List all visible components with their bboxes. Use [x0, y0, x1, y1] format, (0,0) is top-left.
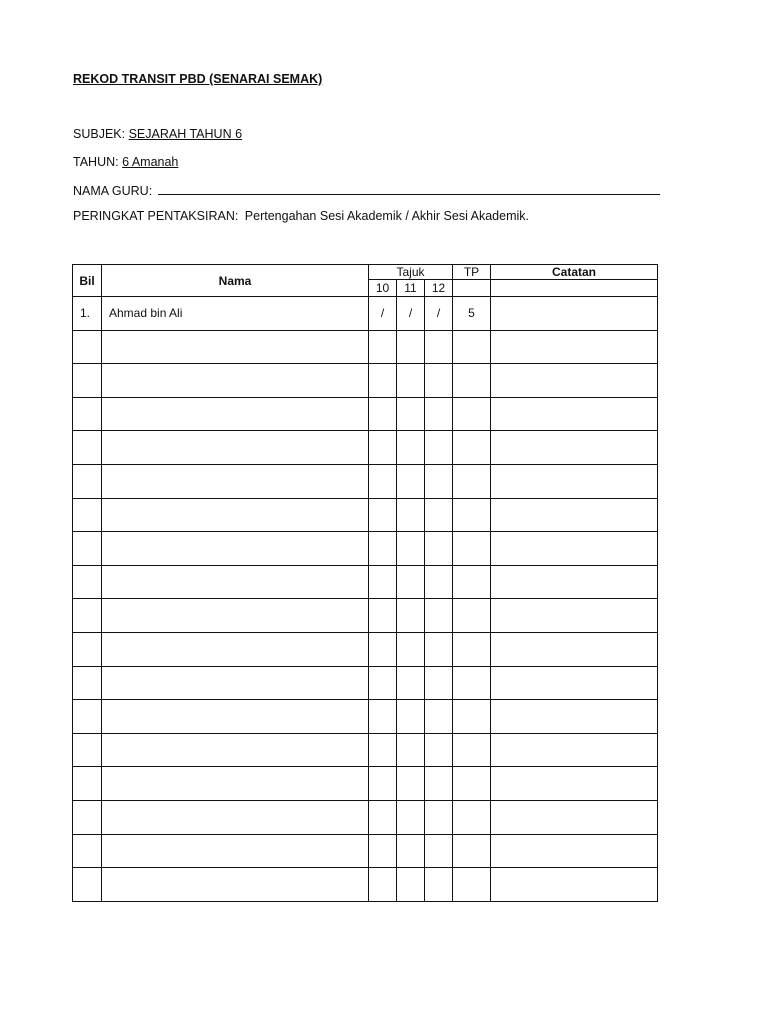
cell-catatan[interactable] — [491, 431, 658, 465]
cell-tp[interactable] — [453, 464, 491, 498]
cell-tajuk-11[interactable] — [397, 767, 425, 801]
cell-nama[interactable] — [102, 599, 369, 633]
cell-tajuk-12[interactable] — [425, 330, 453, 364]
cell-tp[interactable] — [453, 431, 491, 465]
cell-tp[interactable]: 5 — [453, 297, 491, 331]
tahun-value: 6 Amanah — [122, 155, 179, 169]
cell-tajuk-10[interactable] — [369, 565, 397, 599]
cell-tajuk-11[interactable] — [397, 800, 425, 834]
cell-nama[interactable] — [102, 330, 369, 364]
cell-tajuk-11[interactable] — [397, 733, 425, 767]
cell-tp[interactable] — [453, 498, 491, 532]
nama-guru-line — [73, 182, 660, 198]
cell-tajuk-12[interactable] — [425, 868, 453, 902]
cell-tp[interactable] — [453, 330, 491, 364]
cell-tajuk-10[interactable] — [369, 330, 397, 364]
table-row — [73, 800, 658, 834]
peringkat-line — [73, 209, 529, 223]
cell-tajuk-12[interactable] — [425, 666, 453, 700]
cell-tp[interactable] — [453, 599, 491, 633]
cell-catatan[interactable] — [491, 800, 658, 834]
cell-catatan[interactable] — [491, 330, 658, 364]
cell-tp[interactable] — [453, 666, 491, 700]
cell-bil[interactable] — [73, 666, 102, 700]
tahun-label: TAHUN: — [73, 155, 123, 169]
cell-tajuk-12[interactable] — [425, 397, 453, 431]
cell-catatan[interactable] — [491, 297, 658, 331]
subjek-value: SEJARAH TAHUN 6 — [128, 127, 243, 141]
cell-tp[interactable] — [453, 800, 491, 834]
cell-bil[interactable] — [73, 733, 102, 767]
cell-nama[interactable] — [102, 397, 369, 431]
header-tajuk-10: 10 — [369, 280, 397, 297]
header-catatan: Catatan — [491, 265, 658, 280]
table-row — [73, 565, 658, 599]
table-row — [73, 431, 658, 465]
cell-tp[interactable] — [453, 532, 491, 566]
cell-tajuk-12[interactable] — [425, 599, 453, 633]
peringkat-label: PERINGKAT PENTAKSIRAN: — [73, 209, 239, 223]
cell-tajuk-11[interactable] — [397, 431, 425, 465]
cell-catatan[interactable] — [491, 767, 658, 801]
cell-tajuk-10[interactable] — [369, 397, 397, 431]
cell-tajuk-11[interactable] — [397, 330, 425, 364]
cell-tajuk-10[interactable] — [369, 800, 397, 834]
cell-nama[interactable] — [102, 498, 369, 532]
cell-tp[interactable] — [453, 565, 491, 599]
cell-catatan[interactable] — [491, 498, 658, 532]
cell-tajuk-12[interactable] — [425, 632, 453, 666]
cell-nama[interactable] — [102, 834, 369, 868]
peringkat-value: Pertengahan Sesi Akademik / Akhir Sesi Akademik. — [241, 209, 529, 223]
cell-tp[interactable] — [453, 397, 491, 431]
table-row — [73, 330, 658, 364]
table-row — [73, 733, 658, 767]
table-row — [73, 666, 658, 700]
cell-catatan[interactable] — [491, 666, 658, 700]
cell-nama[interactable] — [102, 565, 369, 599]
table-row — [73, 297, 658, 331]
cell-bil[interactable] — [73, 330, 102, 364]
cell-tajuk-11[interactable] — [397, 834, 425, 868]
table-row — [73, 397, 658, 431]
cell-tajuk-11[interactable] — [397, 700, 425, 734]
cell-tajuk-10[interactable] — [369, 431, 397, 465]
cell-catatan[interactable] — [491, 464, 658, 498]
cell-bil[interactable] — [73, 700, 102, 734]
cell-nama[interactable]: Ahmad bin Ali — [102, 297, 369, 331]
nama-guru-label: NAMA GURU: — [73, 184, 156, 198]
cell-tp[interactable] — [453, 868, 491, 902]
cell-catatan[interactable] — [491, 599, 658, 633]
cell-bil[interactable] — [73, 397, 102, 431]
table-row — [73, 700, 658, 734]
cell-nama[interactable] — [102, 733, 369, 767]
cell-nama[interactable] — [102, 364, 369, 398]
cell-tajuk-12[interactable] — [425, 800, 453, 834]
cell-nama[interactable] — [102, 868, 369, 902]
cell-tajuk-11[interactable]: / — [397, 297, 425, 331]
cell-tajuk-12[interactable] — [425, 767, 453, 801]
cell-nama[interactable] — [102, 431, 369, 465]
nama-guru-blank[interactable] — [158, 182, 660, 195]
cell-tajuk-10[interactable] — [369, 834, 397, 868]
table-row — [73, 599, 658, 633]
cell-tp[interactable] — [453, 700, 491, 734]
cell-tp[interactable] — [453, 733, 491, 767]
cell-tajuk-11[interactable] — [397, 532, 425, 566]
subjek-label: SUBJEK: — [73, 127, 129, 141]
cell-tajuk-10[interactable] — [369, 498, 397, 532]
cell-catatan[interactable] — [491, 700, 658, 734]
table-row — [73, 464, 658, 498]
cell-tajuk-11[interactable] — [397, 599, 425, 633]
table-row — [73, 532, 658, 566]
cell-nama[interactable] — [102, 700, 369, 734]
cell-nama[interactable] — [102, 767, 369, 801]
cell-bil[interactable] — [73, 498, 102, 532]
cell-tp[interactable] — [453, 632, 491, 666]
cell-tajuk-10[interactable] — [369, 464, 397, 498]
cell-catatan[interactable] — [491, 733, 658, 767]
cell-tajuk-10[interactable] — [369, 599, 397, 633]
cell-tajuk-11[interactable] — [397, 666, 425, 700]
cell-catatan[interactable] — [491, 532, 658, 566]
cell-tajuk-12[interactable] — [425, 565, 453, 599]
header-catatan-blank — [491, 280, 658, 297]
table-row — [73, 767, 658, 801]
header-tp-blank — [453, 280, 491, 297]
cell-tajuk-10[interactable] — [369, 767, 397, 801]
cell-tajuk-12[interactable] — [425, 364, 453, 398]
cell-tajuk-11[interactable] — [397, 632, 425, 666]
tahun-line — [73, 155, 178, 169]
cell-tp[interactable] — [453, 364, 491, 398]
cell-tajuk-10[interactable] — [369, 733, 397, 767]
cell-nama[interactable] — [102, 532, 369, 566]
subjek-line — [73, 127, 242, 141]
cell-tajuk-11[interactable] — [397, 464, 425, 498]
cell-tajuk-12[interactable] — [425, 498, 453, 532]
header-tajuk-11: 11 — [397, 280, 425, 297]
cell-tajuk-10[interactable] — [369, 632, 397, 666]
cell-tajuk-11[interactable] — [397, 397, 425, 431]
cell-bil[interactable]: 1. — [73, 297, 102, 331]
cell-bil[interactable] — [73, 834, 102, 868]
header-tp: TP — [453, 265, 491, 280]
cell-tajuk-12[interactable] — [425, 700, 453, 734]
cell-catatan[interactable] — [491, 834, 658, 868]
cell-catatan[interactable] — [491, 632, 658, 666]
cell-tajuk-10[interactable] — [369, 532, 397, 566]
cell-tajuk-11[interactable] — [397, 498, 425, 532]
cell-bil[interactable] — [73, 599, 102, 633]
table-row — [73, 498, 658, 532]
cell-tajuk-10[interactable] — [369, 666, 397, 700]
cell-tajuk-11[interactable] — [397, 565, 425, 599]
cell-tajuk-10[interactable] — [369, 364, 397, 398]
cell-tajuk-10[interactable]: / — [369, 297, 397, 331]
cell-catatan[interactable] — [491, 868, 658, 902]
cell-nama[interactable] — [102, 632, 369, 666]
cell-catatan[interactable] — [491, 565, 658, 599]
cell-tajuk-11[interactable] — [397, 364, 425, 398]
cell-tajuk-10[interactable] — [369, 868, 397, 902]
header-tajuk-12: 12 — [425, 280, 453, 297]
cell-bil[interactable] — [73, 464, 102, 498]
cell-bil[interactable] — [73, 431, 102, 465]
header-bil: Bil — [73, 265, 102, 297]
cell-tp[interactable] — [453, 834, 491, 868]
cell-tp[interactable] — [453, 767, 491, 801]
cell-catatan[interactable] — [491, 397, 658, 431]
cell-tajuk-12[interactable]: / — [425, 297, 453, 331]
cell-bil[interactable] — [73, 532, 102, 566]
cell-tajuk-12[interactable] — [425, 532, 453, 566]
senarai-semak-table — [72, 264, 658, 902]
table-row — [73, 364, 658, 398]
cell-bil[interactable] — [73, 632, 102, 666]
table-row — [73, 632, 658, 666]
cell-tajuk-12[interactable] — [425, 834, 453, 868]
cell-bil[interactable] — [73, 565, 102, 599]
header-row — [73, 265, 658, 280]
header-nama: Nama — [102, 265, 369, 297]
cell-bil[interactable] — [73, 800, 102, 834]
cell-bil[interactable] — [73, 767, 102, 801]
header-tajuk: Tajuk — [369, 265, 453, 280]
cell-nama[interactable] — [102, 464, 369, 498]
cell-nama[interactable] — [102, 800, 369, 834]
cell-nama[interactable] — [102, 666, 369, 700]
cell-tajuk-10[interactable] — [369, 700, 397, 734]
document-title: REKOD TRANSIT PBD (SENARAI SEMAK) — [73, 72, 323, 86]
table-row — [73, 834, 658, 868]
cell-catatan[interactable] — [491, 364, 658, 398]
cell-tajuk-12[interactable] — [425, 733, 453, 767]
cell-tajuk-12[interactable] — [425, 464, 453, 498]
table-row — [73, 868, 658, 902]
cell-bil[interactable] — [73, 364, 102, 398]
cell-tajuk-11[interactable] — [397, 868, 425, 902]
cell-tajuk-12[interactable] — [425, 431, 453, 465]
cell-bil[interactable] — [73, 868, 102, 902]
